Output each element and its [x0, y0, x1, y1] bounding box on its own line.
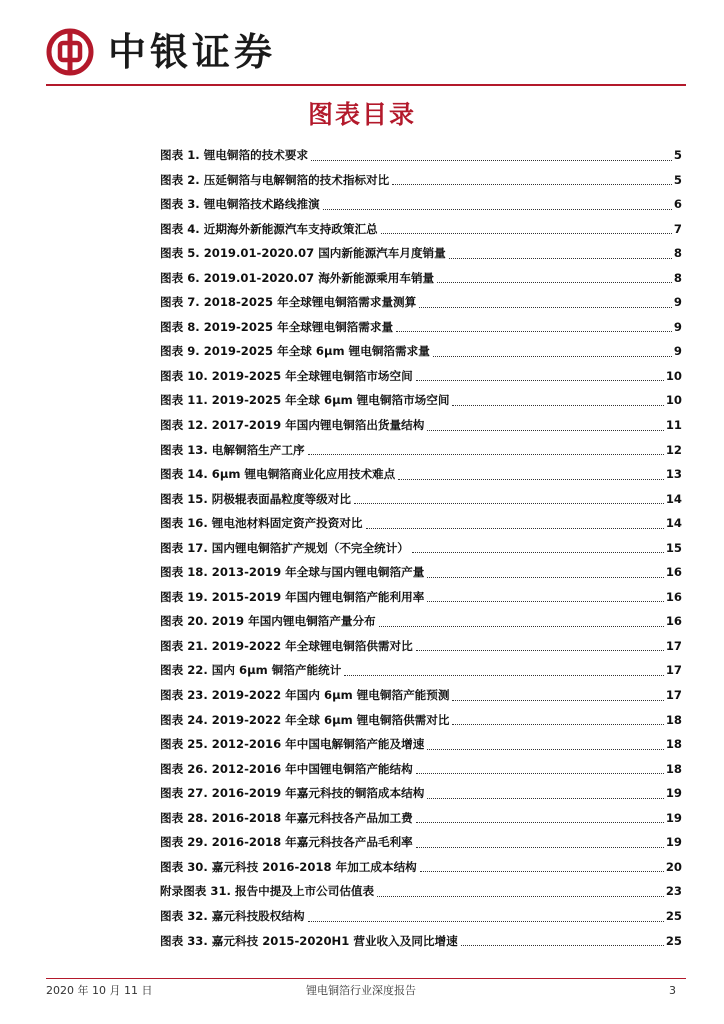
toc-entry-page: 17	[665, 688, 682, 703]
toc-entry-page: 16	[665, 614, 682, 629]
toc-entry-label: 图表 26. 2012-2016 年中国锂电铜箔产能结构	[160, 761, 413, 776]
toc-dot-leader	[437, 282, 672, 283]
toc-dot-leader	[416, 822, 664, 823]
toc-entry[interactable]	[160, 413, 682, 438]
toc-entry-page: 14	[665, 516, 682, 531]
toc-entry-label: 附录图表 31. 报告中提及上市公司估值表	[160, 884, 375, 899]
toc-dot-leader	[416, 773, 664, 774]
page-footer	[46, 982, 676, 1000]
toc-entry[interactable]	[160, 290, 682, 315]
toc-entry[interactable]	[160, 904, 682, 929]
toc-entry[interactable]	[160, 217, 682, 242]
toc-entry-label: 图表 6. 2019.01-2020.07 海外新能源乘用车销量	[160, 270, 435, 285]
toc-entry-page: 5	[673, 148, 682, 162]
toc-dot-leader	[427, 430, 664, 431]
toc-entry[interactable]	[160, 487, 682, 512]
toc-dot-leader	[344, 675, 664, 676]
toc-dot-leader	[427, 749, 664, 750]
toc-entry[interactable]	[160, 143, 682, 168]
toc-entry[interactable]	[160, 609, 682, 634]
toc-entry-page: 23	[665, 884, 682, 899]
toc-entry-page: 19	[665, 786, 682, 801]
toc-entry-page: 8	[673, 270, 682, 285]
toc-entry[interactable]	[160, 634, 682, 659]
toc-entry-label: 图表 27. 2016-2019 年嘉元科技的铜箔成本结构	[160, 786, 425, 801]
toc-entry-label: 图表 21. 2019-2022 年全球锂电铜箔供需对比	[160, 638, 413, 653]
toc-entry-page: 5	[673, 172, 682, 187]
toc-entry-page: 16	[665, 589, 682, 604]
toc-entry-page: 20	[665, 859, 682, 874]
toc-entry[interactable]	[160, 511, 682, 536]
toc-entry[interactable]	[160, 560, 682, 585]
toc-dot-leader	[427, 798, 664, 799]
toc-entry-label: 图表 13. 电解铜箔生产工序	[160, 442, 305, 457]
toc-dot-leader	[308, 921, 664, 922]
toc-entry[interactable]	[160, 192, 682, 217]
toc-entry-page: 14	[665, 491, 682, 506]
toc-entry-page: 18	[665, 761, 682, 776]
toc-dot-leader	[412, 552, 664, 553]
page-header	[46, 22, 686, 82]
toc-entry-page: 11	[665, 418, 682, 433]
toc-entry[interactable]	[160, 339, 682, 364]
toc-entry[interactable]	[160, 168, 682, 193]
toc-entry-page: 7	[673, 221, 682, 236]
toc-entry-page: 13	[665, 467, 682, 482]
toc-dot-leader	[398, 479, 664, 480]
toc-entry-page: 16	[665, 565, 682, 580]
toc-dot-leader	[366, 528, 664, 529]
toc-dot-leader	[354, 503, 664, 504]
toc-entry-page: 9	[673, 319, 682, 334]
toc-dot-leader	[420, 871, 664, 872]
toc-entry[interactable]	[160, 438, 682, 463]
toc-entry-label: 图表 10. 2019-2025 年全球锂电铜箔市场空间	[160, 368, 413, 383]
toc-entry-label: 图表 14. 6μm 锂电铜箔商业化应用技术难点	[160, 467, 396, 482]
toc-entry-page: 17	[665, 638, 682, 653]
toc-entry-label: 图表 17. 国内锂电铜箔扩产规划（不完全统计）	[160, 540, 409, 555]
toc-dot-leader	[452, 405, 663, 406]
toc-entry-label: 图表 23. 2019-2022 年国内 6μm 锂电铜箔产能预测	[160, 688, 450, 703]
toc-entry-label: 图表 12. 2017-2019 年国内锂电铜箔出货量结构	[160, 418, 425, 433]
toc-dot-leader	[416, 380, 664, 381]
toc-entry[interactable]	[160, 658, 682, 683]
footer-page-number: 3	[669, 984, 676, 997]
toc-entry-label: 图表 7. 2018-2025 年全球锂电铜箔需求量测算	[160, 295, 417, 310]
bank-of-china-logo-icon	[46, 28, 94, 76]
toc-dot-leader	[461, 945, 664, 946]
toc-entry-label: 图表 25. 2012-2016 年中国电解铜箔产能及增速	[160, 737, 425, 752]
toc-dot-leader	[419, 307, 672, 308]
toc-list	[160, 143, 682, 953]
header-divider	[46, 84, 686, 86]
toc-entry-label: 图表 32. 嘉元科技股权结构	[160, 908, 305, 923]
toc-entry[interactable]	[160, 879, 682, 904]
toc-entry-page: 12	[665, 442, 682, 457]
footer-report-title: 锂电铜箔行业深度报告	[306, 984, 416, 997]
toc-dot-leader	[452, 700, 663, 701]
toc-entry-label: 图表 5. 2019.01-2020.07 国内新能源汽车月度销量	[160, 246, 446, 261]
toc-entry[interactable]	[160, 388, 682, 413]
toc-dot-leader	[449, 258, 672, 259]
toc-entry-label: 图表 3. 锂电铜箔技术路线推演	[160, 197, 320, 212]
toc-entry-page: 17	[665, 663, 682, 678]
toc-entry-label: 图表 4. 近期海外新能源汽车支持政策汇总	[160, 221, 378, 236]
toc-dot-leader	[381, 233, 672, 234]
toc-dot-leader	[416, 847, 664, 848]
toc-entry[interactable]	[160, 585, 682, 610]
toc-dot-leader	[379, 626, 664, 627]
toc-entry-label: 图表 28. 2016-2018 年嘉元科技各产品加工费	[160, 810, 413, 825]
toc-dot-leader	[377, 896, 664, 897]
toc-entry[interactable]	[160, 364, 682, 389]
toc-entry-page: 25	[665, 933, 682, 948]
toc-dot-leader	[433, 356, 672, 357]
toc-entry[interactable]	[160, 241, 682, 266]
toc-entry[interactable]	[160, 266, 682, 291]
toc-dot-leader	[323, 209, 672, 210]
toc-entry[interactable]	[160, 806, 682, 831]
toc-entry-label: 图表 30. 嘉元科技 2016-2018 年加工成本结构	[160, 859, 417, 874]
toc-entry[interactable]	[160, 315, 682, 340]
toc-entry[interactable]	[160, 830, 682, 855]
toc-entry[interactable]	[160, 929, 682, 954]
toc-entry[interactable]	[160, 536, 682, 561]
toc-entry-page: 18	[665, 737, 682, 752]
toc-entry-label: 图表 2. 压延铜箔与电解铜箔的技术指标对比	[160, 172, 390, 187]
toc-title: 图表目录	[307, 100, 416, 129]
toc-entry-label: 图表 29. 2016-2018 年嘉元科技各产品毛利率	[160, 835, 413, 850]
toc-entry-page: 8	[673, 246, 682, 261]
toc-entry-label: 图表 33. 嘉元科技 2015-2020H1 营业收入及同比增速	[160, 933, 458, 948]
toc-entry[interactable]	[160, 462, 682, 487]
toc-dot-leader	[308, 454, 664, 455]
brand-name: 中银证券	[108, 29, 277, 74]
toc-entry[interactable]	[160, 781, 682, 806]
toc-entry-label: 图表 22. 国内 6μm 铜箔产能统计	[160, 663, 342, 678]
toc-entry-page: 6	[673, 197, 682, 212]
toc-dot-leader	[427, 577, 664, 578]
toc-entry-page: 9	[673, 295, 682, 310]
toc-entry-label: 图表 11. 2019-2025 年全球 6μm 锂电铜箔市场空间	[160, 393, 450, 408]
toc-entry-label: 图表 19. 2015-2019 年国内锂电铜箔产能利用率	[160, 589, 425, 604]
toc-dot-leader	[392, 184, 672, 185]
toc-entry[interactable]	[160, 757, 682, 782]
toc-entry-label: 图表 1. 锂电铜箔的技术要求	[160, 148, 309, 162]
toc-entry-label: 图表 15. 阴极辊表面晶粒度等级对比	[160, 491, 351, 506]
toc-dot-leader	[427, 601, 664, 602]
toc-entry-page: 9	[673, 344, 682, 359]
footer-date: 2020 年 10 月 11 日	[46, 984, 153, 997]
toc-entry-label: 图表 24. 2019-2022 年全球 6μm 锂电铜箔供需对比	[160, 712, 450, 727]
toc-dot-leader	[396, 331, 672, 332]
toc-entry-label: 图表 9. 2019-2025 年全球 6μm 锂电铜箔需求量	[160, 344, 430, 359]
toc-dot-leader	[452, 724, 663, 725]
toc-dot-leader	[311, 160, 672, 161]
toc-entry-page: 18	[665, 712, 682, 727]
toc-entry-page: 10	[665, 368, 682, 383]
toc-entry-page: 19	[665, 810, 682, 825]
toc-entry-page: 19	[665, 835, 682, 850]
toc-entry-label: 图表 18. 2013-2019 年全球与国内锂电铜箔产量	[160, 565, 425, 580]
toc-entry[interactable]	[160, 732, 682, 757]
toc-entry-page: 15	[665, 540, 682, 555]
toc-entry-page: 25	[665, 908, 682, 923]
toc-entry[interactable]	[160, 683, 682, 708]
toc-entry[interactable]	[160, 708, 682, 733]
toc-entry-page: 10	[665, 393, 682, 408]
toc-entry[interactable]	[160, 855, 682, 880]
toc-entry-label: 图表 8. 2019-2025 年全球锂电铜箔需求量	[160, 319, 394, 334]
toc-entry-label: 图表 20. 2019 年国内锂电铜箔产量分布	[160, 614, 376, 629]
toc-dot-leader	[416, 650, 664, 651]
footer-divider	[46, 978, 686, 979]
toc-entry-label: 图表 16. 锂电池材料固定资产投资对比	[160, 516, 363, 531]
